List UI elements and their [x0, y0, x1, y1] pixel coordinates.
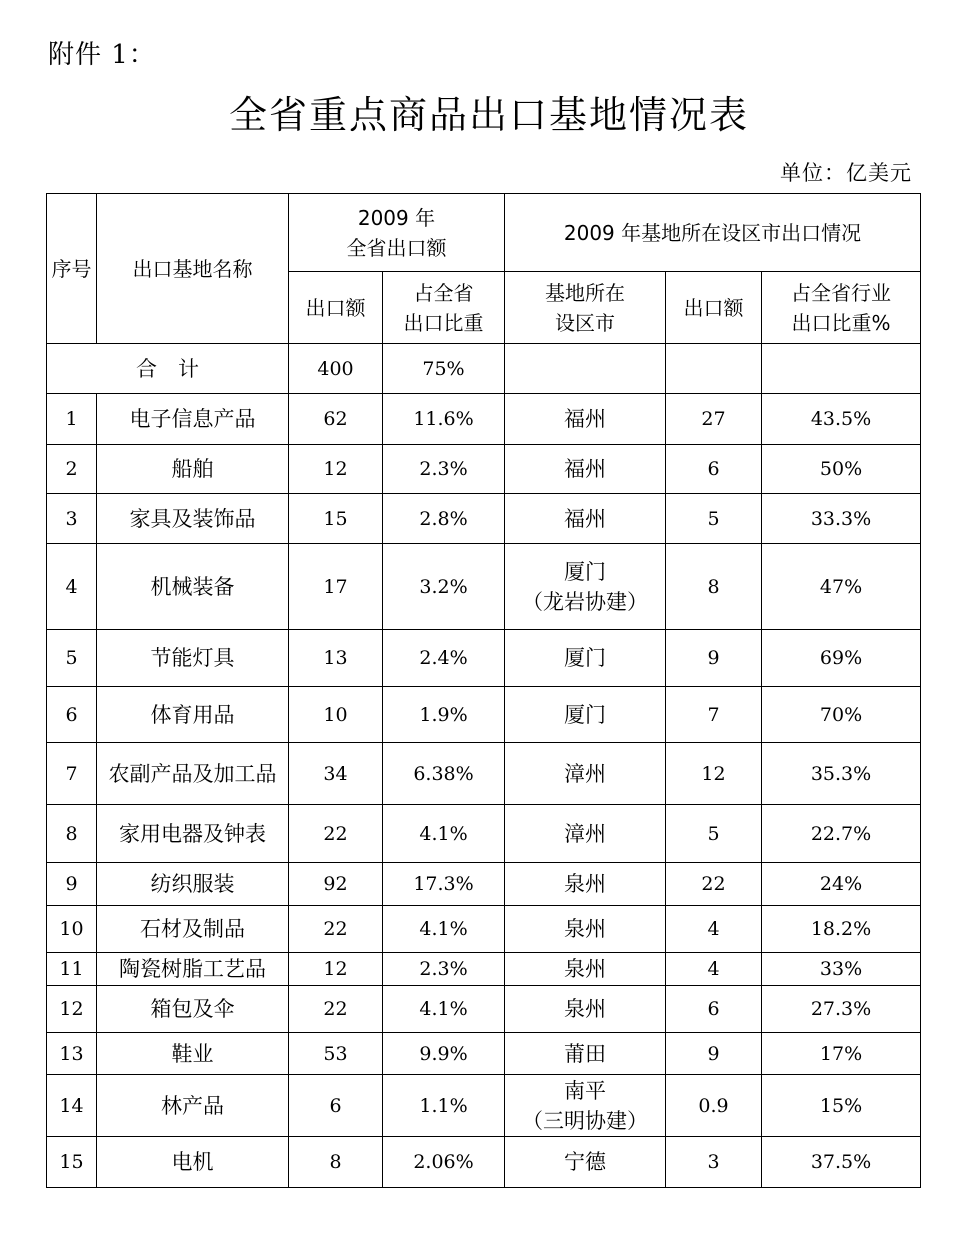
- table-row: [47, 986, 921, 1033]
- row-share: 1.1%: [383, 1075, 505, 1137]
- row-city-note: （三明协建）: [522, 1108, 648, 1133]
- row-share: 1.9%: [383, 687, 505, 743]
- row-base-name: 家具及装饰品: [97, 494, 289, 544]
- row-seq: 7: [47, 743, 97, 805]
- row-industry-share: 47%: [762, 544, 921, 630]
- row-export: 22: [289, 805, 383, 863]
- row-seq: 2: [47, 445, 97, 494]
- row-city-name: 南平: [564, 1078, 606, 1103]
- table-row: [47, 544, 921, 630]
- row-share: 4.1%: [383, 906, 505, 953]
- row-city-name: 厦门: [564, 702, 606, 727]
- row-city-name: 泉州: [564, 917, 606, 941]
- header-city-line2: 设区市: [555, 310, 615, 335]
- row-export: 12: [289, 445, 383, 494]
- row-city-export: 7: [666, 687, 762, 743]
- row-city-name: 厦门: [564, 646, 606, 670]
- row-seq: 6: [47, 687, 97, 743]
- row-city: [505, 805, 666, 863]
- header-industry-share: [762, 272, 921, 344]
- row-industry-share: 69%: [762, 630, 921, 687]
- total-row: [47, 344, 921, 394]
- row-city-name: 福州: [564, 407, 606, 431]
- row-industry-share: 50%: [762, 445, 921, 494]
- row-seq: 5: [47, 630, 97, 687]
- row-base-name: 机械装备: [97, 544, 289, 630]
- row-city-name: 宁德: [564, 1150, 606, 1174]
- row-export: 62: [289, 394, 383, 445]
- header-seq-text: 序号: [51, 256, 92, 281]
- row-share: 9.9%: [383, 1033, 505, 1075]
- row-city-export: 9: [666, 630, 762, 687]
- table-row: [47, 630, 921, 687]
- header-base-name: 出口基地名称: [97, 194, 289, 344]
- row-export: 92: [289, 863, 383, 906]
- table-row: [47, 445, 921, 494]
- header-seq: [47, 194, 97, 344]
- row-seq: 1: [47, 394, 97, 445]
- row-city-export: 9: [666, 1033, 762, 1075]
- row-industry-share: 35.3%: [762, 743, 921, 805]
- row-city: [505, 1075, 666, 1137]
- row-city-name: 漳州: [564, 761, 606, 786]
- row-city: [505, 544, 666, 630]
- row-seq: 11: [47, 953, 97, 986]
- table-row: [47, 1033, 921, 1075]
- row-city-name: 泉州: [564, 872, 606, 896]
- row-city: [505, 494, 666, 544]
- table-row: [47, 1137, 921, 1188]
- table-row: [47, 953, 921, 986]
- row-city-export: 12: [666, 743, 762, 805]
- row-base-name: 船舶: [97, 445, 289, 494]
- row-seq: 15: [47, 1137, 97, 1188]
- table-row: [47, 743, 921, 805]
- table-row: [47, 494, 921, 544]
- row-city-export: 0.9: [666, 1075, 762, 1137]
- table-body: [47, 344, 921, 1188]
- row-share: 17.3%: [383, 863, 505, 906]
- row-city: [505, 953, 666, 986]
- header-province-group: [289, 194, 505, 272]
- header-city-export-amount: 出口额: [666, 272, 762, 344]
- header-share-line2: 出口比重: [403, 310, 484, 335]
- header-industry-share-line2: 出口比重%: [791, 310, 891, 335]
- header-share: [383, 272, 505, 344]
- row-city-name: 泉州: [564, 957, 606, 981]
- total-label: 合 计: [47, 344, 289, 394]
- export-base-table: [46, 193, 921, 1188]
- row-city-export: 8: [666, 544, 762, 630]
- row-seq: 3: [47, 494, 97, 544]
- row-base-name: 节能灯具: [97, 630, 289, 687]
- row-industry-share: 22.7%: [762, 805, 921, 863]
- row-city-export: 27: [666, 394, 762, 445]
- row-seq: 14: [47, 1075, 97, 1137]
- attachment-label: 附件 1：: [48, 40, 156, 70]
- row-share: 2.3%: [383, 953, 505, 986]
- row-city: [505, 394, 666, 445]
- header-province-group-line2: 全省出口额: [346, 235, 447, 260]
- total-export: 400: [289, 344, 383, 394]
- table-row: [47, 863, 921, 906]
- table-header: [47, 194, 921, 344]
- row-industry-share: 27.3%: [762, 986, 921, 1033]
- row-export: 15: [289, 494, 383, 544]
- row-base-name: 鞋业: [97, 1033, 289, 1075]
- row-city-export: 6: [666, 986, 762, 1033]
- row-city: [505, 906, 666, 953]
- row-export: 53: [289, 1033, 383, 1075]
- header-province-group-line1: 2009 年: [357, 205, 436, 230]
- row-city: [505, 1137, 666, 1188]
- row-city-export: 5: [666, 494, 762, 544]
- total-industry-share: [762, 344, 921, 394]
- row-industry-share: 15%: [762, 1075, 921, 1137]
- row-industry-share: 43.5%: [762, 394, 921, 445]
- total-city-export: [666, 344, 762, 394]
- row-industry-share: 37.5%: [762, 1137, 921, 1188]
- row-base-name: 农副产品及加工品: [97, 743, 289, 805]
- header-city-group: 2009 年基地所在设区市出口情况: [505, 194, 921, 272]
- row-city-export: 5: [666, 805, 762, 863]
- table-row: [47, 1075, 921, 1137]
- row-city-name: 厦门: [564, 559, 606, 584]
- row-city: [505, 630, 666, 687]
- row-share: 11.6%: [383, 394, 505, 445]
- row-share: 4.1%: [383, 986, 505, 1033]
- row-industry-share: 70%: [762, 687, 921, 743]
- row-city-export: 6: [666, 445, 762, 494]
- document-title: 全省重点商品出口基地情况表: [228, 93, 749, 137]
- header-city: [505, 272, 666, 344]
- row-export: 12: [289, 953, 383, 986]
- row-city-name: 福州: [564, 506, 606, 531]
- row-city-name: 漳州: [564, 821, 606, 846]
- row-share: 2.3%: [383, 445, 505, 494]
- row-base-name: 箱包及伞: [97, 986, 289, 1033]
- row-export: 6: [289, 1075, 383, 1137]
- table-row: [47, 687, 921, 743]
- row-seq: 13: [47, 1033, 97, 1075]
- row-city: [505, 986, 666, 1033]
- row-export: 8: [289, 1137, 383, 1188]
- unit-label: 单位：亿美元: [780, 161, 912, 185]
- total-city: [505, 344, 666, 394]
- header-share-line1: 占全省: [413, 280, 474, 305]
- row-city-export: 4: [666, 953, 762, 986]
- row-share: 6.38%: [383, 743, 505, 805]
- row-export: 17: [289, 544, 383, 630]
- row-share: 4.1%: [383, 805, 505, 863]
- row-seq: 8: [47, 805, 97, 863]
- row-seq: 10: [47, 906, 97, 953]
- header-export-amount: 出口额: [289, 272, 383, 344]
- row-city: [505, 743, 666, 805]
- row-seq: 4: [47, 544, 97, 630]
- table-row: [47, 805, 921, 863]
- total-share: 75%: [383, 344, 505, 394]
- row-base-name: 电子信息产品: [97, 394, 289, 445]
- row-industry-share: 33%: [762, 953, 921, 986]
- row-base-name: 石材及制品: [97, 906, 289, 953]
- row-export: 34: [289, 743, 383, 805]
- row-export: 13: [289, 630, 383, 687]
- row-share: 2.06%: [383, 1137, 505, 1188]
- row-industry-share: 33.3%: [762, 494, 921, 544]
- row-city: [505, 687, 666, 743]
- row-export: 22: [289, 906, 383, 953]
- row-seq: 9: [47, 863, 97, 906]
- row-city-export: 22: [666, 863, 762, 906]
- row-city-name: 福州: [564, 457, 606, 481]
- row-city-name: 泉州: [564, 997, 606, 1021]
- row-export: 10: [289, 687, 383, 743]
- table-row: [47, 394, 921, 445]
- row-industry-share: 24%: [762, 863, 921, 906]
- row-base-name: 家用电器及钟表: [97, 805, 289, 863]
- row-industry-share: 18.2%: [762, 906, 921, 953]
- row-industry-share: 17%: [762, 1033, 921, 1075]
- row-city-note: （龙岩协建）: [522, 589, 648, 614]
- header-city-line1: 基地所在: [545, 280, 625, 305]
- row-city-name: 莆田: [564, 1041, 606, 1066]
- row-share: 2.8%: [383, 494, 505, 544]
- row-base-name: 陶瓷树脂工艺品: [97, 953, 289, 986]
- row-base-name: 电机: [97, 1137, 289, 1188]
- row-city: [505, 863, 666, 906]
- row-base-name: 林产品: [97, 1075, 289, 1137]
- row-city-export: 4: [666, 906, 762, 953]
- row-share: 3.2%: [383, 544, 505, 630]
- row-share: 2.4%: [383, 630, 505, 687]
- table-row: [47, 906, 921, 953]
- row-city: [505, 1033, 666, 1075]
- row-city-export: 3: [666, 1137, 762, 1188]
- row-base-name: 体育用品: [97, 687, 289, 743]
- row-city: [505, 445, 666, 494]
- row-export: 22: [289, 986, 383, 1033]
- header-industry-share-line1: 占全省行业: [791, 280, 891, 305]
- row-seq: 12: [47, 986, 97, 1033]
- row-base-name: 纺织服装: [97, 863, 289, 906]
